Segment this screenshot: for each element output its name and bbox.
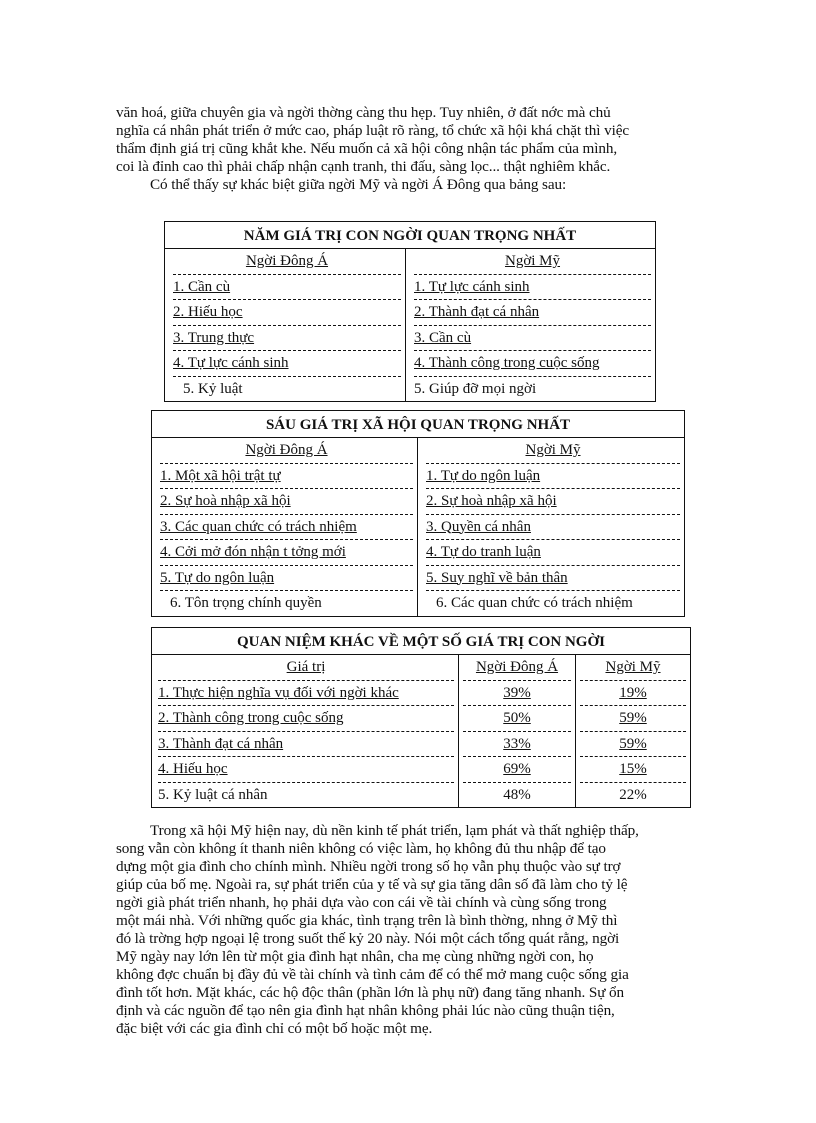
table-row: 3. Thành đạt cá nhân <box>158 732 454 758</box>
list-item: 4. Cởi mở đón nhận t tởng mới <box>160 540 413 566</box>
table-row: 2. Thành công trong cuộc sống <box>158 706 454 732</box>
list-item: 1. Tự lực cánh sinh <box>414 275 651 301</box>
column-header: Giá trị <box>286 659 326 675</box>
table-cell: 69% <box>463 757 571 783</box>
text-line: không đợc chuẩn bị đầy đủ về tài chính và tình cảm để có thể mở mang cuộc sống gia <box>116 966 629 983</box>
list-item: 4. Tự lực cánh sinh <box>173 351 401 377</box>
text-line: đình tốt hơn. Mặt khác, các hộ độc thân (phần lớn là phụ nữ) đang tăng nhanh. Sự ổn <box>116 984 625 1001</box>
table-cell: 48% <box>503 786 531 803</box>
table-title: NĂM GIÁ TRỊ CON NGỜI QUAN TRỌNG NHẤT <box>165 222 656 249</box>
list-item: 5. Tự do ngôn luận <box>160 566 413 592</box>
table-lead-text: Có thể thấy sự khác biệt giữa ngời Mỹ và ngời Á Đông qua bảng sau: <box>150 176 567 193</box>
list-item: 2. Sự hoà nhập xã hội <box>160 489 413 515</box>
list-item: 3. Cần cù <box>414 326 651 352</box>
column-header: Ngời Đông Á <box>245 253 329 269</box>
table-other-value-views <box>151 627 691 808</box>
list-item: 4. Tự do tranh luận <box>426 540 680 566</box>
text-line: đó là trờng hợp ngoại lệ trong suốt thế kỷ 20 này. Nói một cách tổng quát rằng, ngời <box>116 930 620 947</box>
table-row: 1. Thực hiện nghĩa vụ đối với ngời khác <box>158 681 454 707</box>
table-cell: 39% <box>463 681 571 707</box>
table-cell: 19% <box>580 681 686 707</box>
text-line: song vẫn còn không ít thanh niên không có việc làm, họ không đủ thu nhập để tạo <box>116 840 606 857</box>
text-line: dựng một gia đình cho chính mình. Nhiều ngời trong số họ vẫn phụ thuộc vào sự trợ <box>116 858 621 875</box>
table-title: SÁU GIÁ TRỊ XÃ HỘI QUAN TRỌNG NHẤT <box>152 411 685 438</box>
list-item: 3. Các quan chức có trách nhiệm <box>160 515 413 541</box>
list-item: 4. Thành công trong cuộc sống <box>414 351 651 377</box>
table-title: QUAN NIỆM KHÁC VỀ MỘT SỐ GIÁ TRỊ CON NGỜI <box>152 628 691 655</box>
text-line: giúp của bố mẹ. Ngoài ra, sự phát triển của y tế và sự gia tăng dân số đã làm cho tỷ lệ <box>116 876 628 893</box>
column-header: Ngời Mỹ <box>504 253 561 269</box>
column-header: Ngời Đông Á <box>475 659 559 675</box>
list-item: 1. Một xã hội trật tự <box>160 464 413 490</box>
intro-paragraph <box>116 104 722 194</box>
table-cell: 33% <box>463 732 571 758</box>
list-item: 5. Kỷ luật <box>183 380 243 397</box>
body-paragraph <box>116 822 722 1038</box>
list-item: 2. Hiếu học <box>173 300 401 326</box>
text-line: một mái nhà. Với những quốc gia khác, tình trạng trên là bình thờng, nhng ở Mỹ thì <box>116 912 618 929</box>
column-header: Ngời Mỹ <box>605 659 661 675</box>
text-line: coi là đỉnh cao thì phải chấp nhận cạnh tranh, thi đấu, sàng lọc... thật nghiêm khắc. <box>116 158 611 175</box>
table-cell: 15% <box>580 757 686 783</box>
column-header: Ngời Đông Á <box>245 442 328 458</box>
text-line: nghĩa cá nhân phát triển ở mức cao, pháp luật rõ ràng, tổ chức xã hội khá chặt thì việc <box>116 122 630 139</box>
text-line: Trong xã hội Mỹ hiện nay, dù nền kinh tế phát triển, lạm phát và thất nghiệp thấp, <box>150 822 639 839</box>
list-item: 2. Thành đạt cá nhân <box>414 300 651 326</box>
text-line: đặc biệt với các gia đình chỉ có một bố hoặc một mẹ. <box>116 1020 433 1037</box>
list-item: 5. Giúp đỡ mọi ngời <box>414 380 537 397</box>
list-item: 5. Suy nghĩ về bản thân <box>426 566 680 592</box>
text-line: văn hoá, giữa chuyên gia và ngời thờng càng thu hẹp. Tuy nhiên, ở đất nớc mà chủ <box>116 104 611 121</box>
list-item: 3. Trung thực <box>173 326 401 352</box>
list-item: 2. Sự hoà nhập xã hội <box>426 489 680 515</box>
text-line: Mỹ ngày nay lớn lên từ một gia đình hạt nhân, cha mẹ cùng những ngời con, họ <box>116 948 594 965</box>
table-cell: 59% <box>580 732 686 758</box>
list-item: 1. Tự do ngôn luận <box>426 464 680 490</box>
table-five-human-values <box>164 221 656 402</box>
table-row: 4. Hiếu học <box>158 757 454 783</box>
table-cell: 59% <box>580 706 686 732</box>
list-item: 3. Quyền cá nhân <box>426 515 680 541</box>
list-item: 6. Các quan chức có trách nhiệm <box>436 595 633 611</box>
text-line: định và các nguồn để tạo nên gia đình hạt nhân không phải lúc nào cũng thuận tiện, <box>116 1002 615 1019</box>
column-header: Ngời Mỹ <box>525 442 581 458</box>
list-item: 6. Tôn trọng chính quyền <box>170 595 322 611</box>
list-item: 1. Cần cù <box>173 275 401 301</box>
table-cell: 22% <box>619 786 647 803</box>
table-row: 5. Kỷ luật cá nhân <box>158 786 268 803</box>
text-line: thẩm định giá trị cũng khắt khe. Nếu muốn cả xã hội công nhận tác phẩm của mình, <box>116 140 618 157</box>
table-cell: 50% <box>463 706 571 732</box>
text-line: ngời già phát triển nhanh, họ phải dựa vào con cái về tài chính và cùng sống trong <box>116 894 607 911</box>
table-six-social-values <box>151 410 685 617</box>
